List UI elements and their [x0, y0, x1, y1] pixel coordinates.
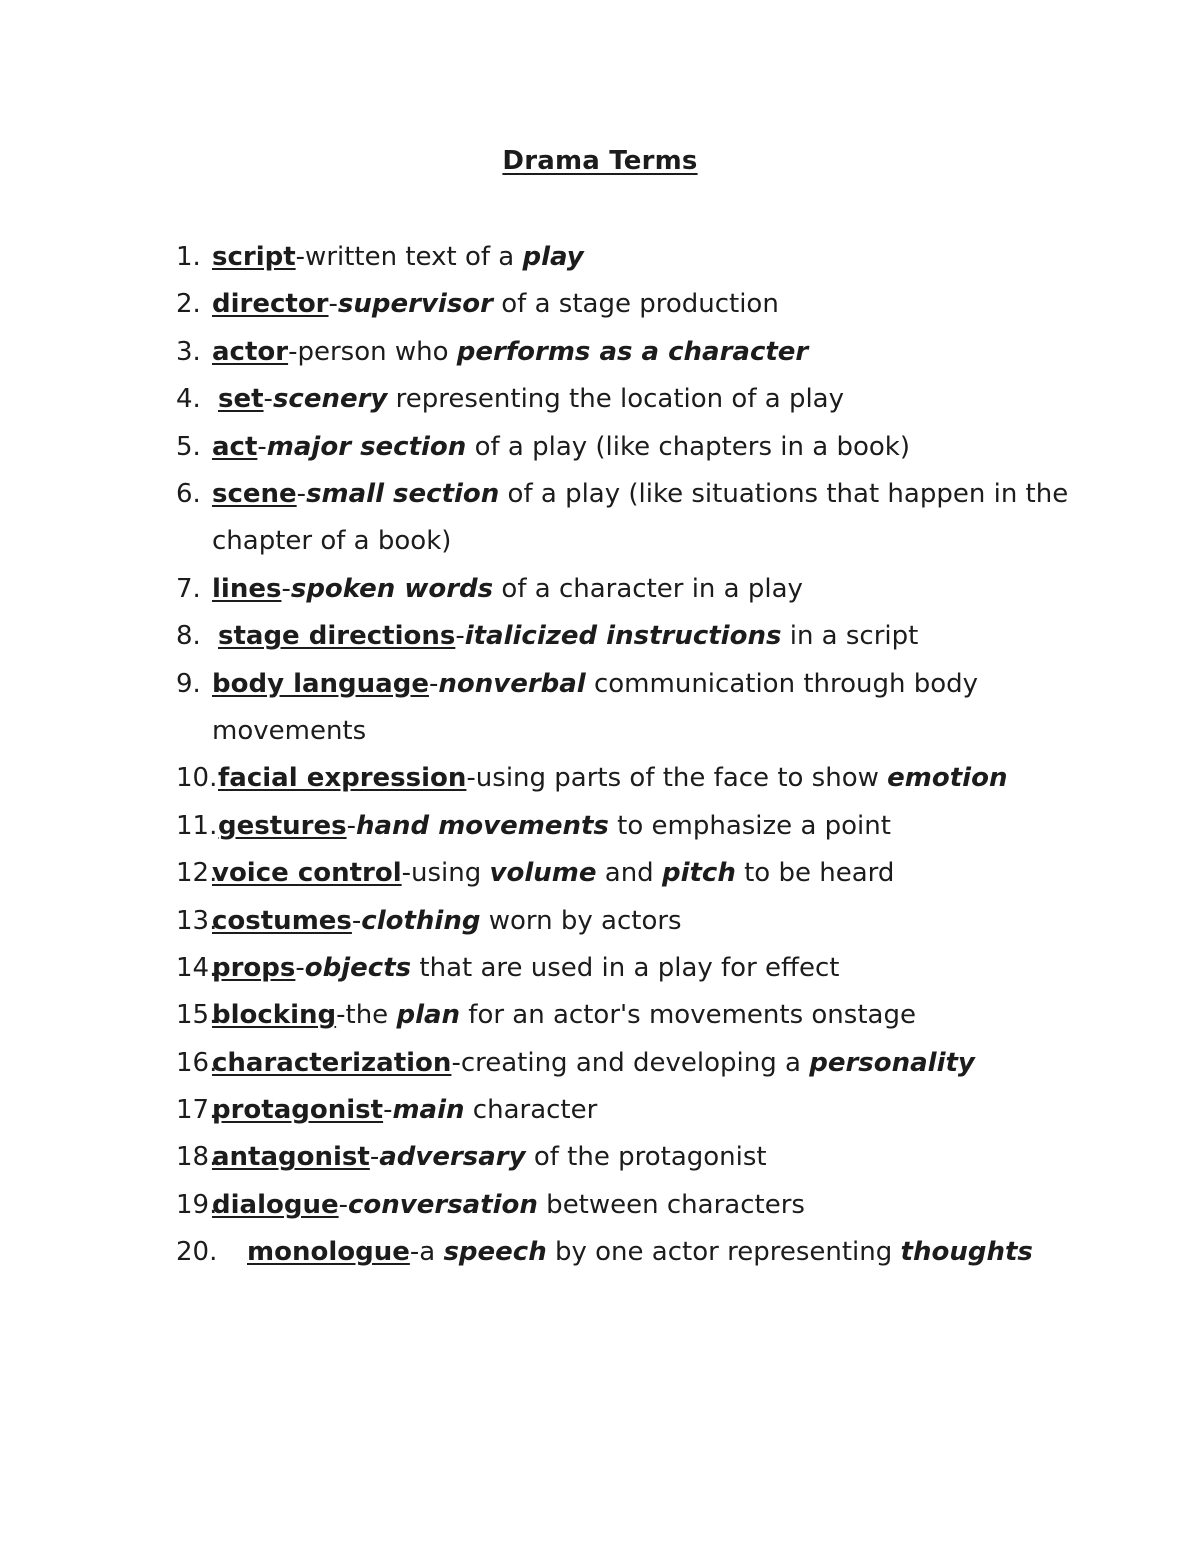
- term-item-14: [0, 945, 1200, 992]
- term-word: dialogue: [212, 1189, 339, 1220]
- term-segment: adversary: [379, 1142, 526, 1173]
- term-word: antagonist: [212, 1142, 370, 1173]
- term-segment: -: [346, 810, 356, 841]
- term-content: [218, 613, 918, 660]
- term-item-4: [0, 376, 1200, 423]
- term-segment: spoken words: [290, 573, 494, 604]
- term-content: [212, 329, 808, 376]
- term-segment: objects: [304, 952, 412, 983]
- term-word: act: [212, 431, 258, 462]
- term-segment: performs as a character: [456, 336, 809, 367]
- term-segment: plan: [396, 1000, 461, 1031]
- term-segment: -: [295, 952, 305, 983]
- term-content: [212, 1040, 975, 1087]
- term-content: [212, 992, 916, 1039]
- term-item-15: [0, 992, 1200, 1039]
- term-number: 19.: [176, 1189, 218, 1220]
- term-number: 15.: [176, 1000, 218, 1031]
- term-segment: personality: [809, 1047, 975, 1078]
- term-segment: -using: [401, 858, 490, 889]
- term-segment: -: [257, 431, 267, 462]
- term-number: 10.: [176, 763, 218, 794]
- term-segment: -: [369, 1142, 380, 1173]
- term-word: gestures: [218, 810, 347, 841]
- term-segment: -: [455, 621, 465, 652]
- term-segment: representing the location of a play: [387, 384, 844, 415]
- drama-terms-list: [0, 234, 1200, 1277]
- term-word: set: [218, 384, 264, 415]
- term-content: [218, 376, 844, 423]
- term-segment: conversation: [348, 1189, 538, 1220]
- term-number: 9.: [176, 668, 201, 699]
- term-segment: italicized instructions: [464, 621, 782, 652]
- term-segment: in a script: [781, 621, 919, 652]
- term-segment: of a play (like situations that happen in the chapter of a book): [212, 478, 1069, 557]
- term-word: costumes: [212, 905, 352, 936]
- term-segment: -: [328, 289, 338, 320]
- term-segment: that are used in a play for effect: [411, 952, 840, 983]
- term-word: actor: [212, 336, 289, 367]
- term-content: [212, 424, 910, 471]
- term-segment: of a stage production: [492, 289, 779, 320]
- term-item-5: [0, 424, 1200, 471]
- term-word: body language: [212, 668, 429, 699]
- term-item-18: [0, 1134, 1200, 1181]
- term-word: monologue: [247, 1237, 410, 1268]
- term-item-3: [0, 329, 1200, 376]
- term-word: blocking: [212, 1000, 337, 1031]
- term-word: lines: [212, 573, 282, 604]
- term-number: 18.: [176, 1142, 218, 1173]
- term-segment: -using parts of the face to show: [466, 763, 888, 794]
- term-content: [218, 755, 1007, 802]
- term-item-12: [0, 850, 1200, 897]
- term-segment: volume: [489, 858, 597, 889]
- page-title: Drama Terms: [502, 146, 698, 176]
- term-number: 12.: [176, 858, 218, 889]
- term-item-9: [0, 661, 1200, 756]
- term-item-10: [0, 755, 1200, 802]
- term-item-13: [0, 898, 1200, 945]
- term-segment: -: [351, 905, 362, 936]
- term-segment: and: [596, 858, 662, 889]
- term-segment: thoughts: [900, 1237, 1033, 1268]
- term-number: 11.: [176, 810, 218, 841]
- term-content: [212, 850, 894, 897]
- term-item-1: [0, 234, 1200, 281]
- term-word: script: [212, 242, 296, 272]
- term-segment: nonverbal: [438, 668, 586, 699]
- term-segment: of a character in a play: [493, 573, 803, 604]
- term-segment: -: [296, 478, 307, 509]
- term-segment: -the: [336, 1000, 397, 1031]
- term-segment: communication through body movements: [212, 668, 979, 746]
- term-segment: of a play (like chapters in a book): [466, 431, 910, 462]
- term-number: 14.: [176, 952, 218, 983]
- term-segment: of the protagonist: [525, 1142, 767, 1173]
- term-item-7: [0, 566, 1200, 613]
- term-word: facial expression: [218, 763, 467, 794]
- term-segment: emotion: [887, 763, 1008, 794]
- term-segment: clothing: [361, 905, 481, 936]
- term-segment: for an actor's movements onstage: [460, 1000, 916, 1031]
- term-segment: -creating and developing a: [451, 1047, 810, 1078]
- term-item-16: [0, 1040, 1200, 1087]
- term-word: director: [212, 289, 329, 320]
- term-segment: worn by actors: [480, 905, 682, 936]
- term-segment: character: [464, 1095, 598, 1126]
- term-word: characterization: [212, 1047, 452, 1078]
- term-word: voice control: [212, 858, 402, 889]
- term-item-17: [0, 1087, 1200, 1134]
- term-content: [212, 281, 779, 328]
- term-number: 16.: [176, 1047, 218, 1078]
- term-segment: hand movements: [355, 810, 609, 841]
- term-segment: -a: [409, 1237, 444, 1268]
- term-number: 13.: [176, 905, 218, 936]
- term-number: 4.: [176, 384, 201, 415]
- term-content: [212, 1087, 597, 1134]
- term-segment: speech: [443, 1237, 547, 1268]
- term-content: [212, 945, 839, 992]
- term-word: props: [212, 952, 296, 983]
- term-word: protagonist: [212, 1095, 384, 1126]
- term-number: 7.: [176, 573, 201, 604]
- term-number: 6.: [176, 478, 201, 509]
- term-content: [247, 1229, 1033, 1276]
- term-segment: to be heard: [735, 858, 895, 889]
- term-segment: main: [392, 1095, 465, 1126]
- term-word: stage directions: [218, 621, 456, 652]
- term-number: 17.: [176, 1095, 218, 1126]
- term-item-8: [0, 613, 1200, 660]
- term-content: [212, 1182, 805, 1229]
- term-number: 2.: [176, 289, 201, 320]
- term-segment: play: [522, 242, 584, 272]
- term-segment: -: [428, 668, 439, 699]
- term-content: [212, 566, 803, 613]
- term-segment: pitch: [661, 858, 736, 889]
- term-number: 5.: [176, 431, 201, 462]
- term-number: 8.: [176, 621, 201, 652]
- term-item-20: [0, 1229, 1200, 1276]
- term-segment: small section: [306, 478, 500, 509]
- term-content: [218, 803, 891, 850]
- term-segment: major section: [266, 431, 467, 462]
- term-segment: -: [338, 1189, 348, 1220]
- term-content: [212, 1134, 767, 1181]
- term-word: scene: [212, 478, 297, 509]
- term-content: [212, 471, 1072, 566]
- term-content: [212, 234, 584, 281]
- term-segment: -: [383, 1095, 393, 1126]
- term-number: 3.: [176, 336, 201, 367]
- term-segment: scenery: [272, 384, 388, 415]
- term-number: 1.: [176, 242, 201, 272]
- term-segment: supervisor: [337, 289, 493, 320]
- term-segment: -: [263, 384, 273, 415]
- term-segment: -person who: [288, 336, 457, 367]
- term-number: 20.: [176, 1237, 218, 1268]
- term-segment: by one actor representing: [546, 1237, 901, 1268]
- term-segment: between characters: [537, 1189, 805, 1220]
- term-content: [212, 898, 682, 945]
- term-item-6: [0, 471, 1200, 566]
- term-item-2: [0, 281, 1200, 328]
- term-item-19: [0, 1182, 1200, 1229]
- term-content: [212, 661, 1072, 756]
- term-segment: -written text of a: [295, 242, 523, 272]
- term-segment: to emphasize a point: [608, 810, 891, 841]
- term-segment: -: [281, 573, 291, 604]
- term-item-11: [0, 803, 1200, 850]
